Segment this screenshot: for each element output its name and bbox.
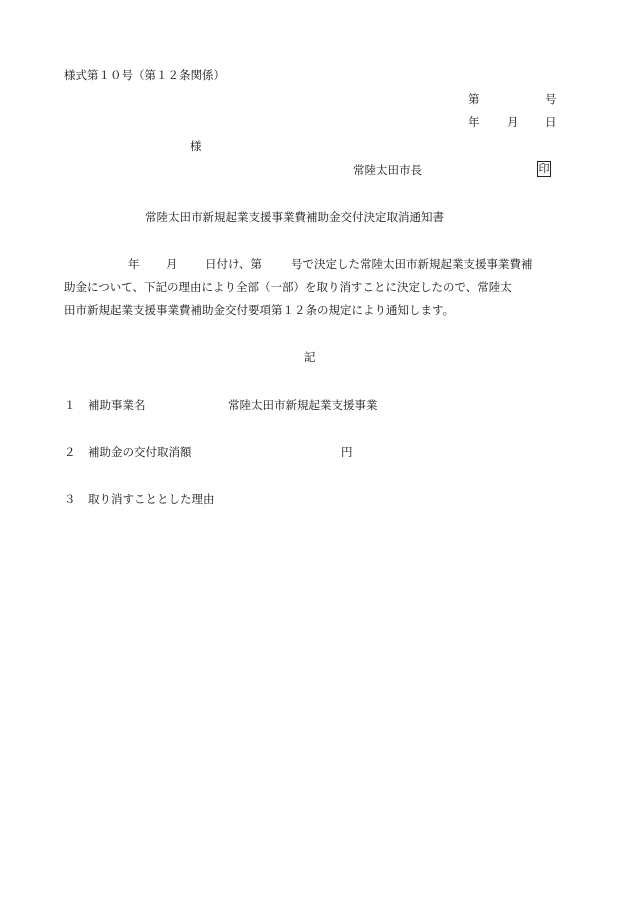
date-year: 年 [468,115,480,129]
document-title: 常陸太田市新規起業支援事業費補助金交付決定取消通知書 [145,210,444,224]
body-year: 年 [128,257,140,271]
body-month: 月 [166,257,178,271]
issuer-name: 常陸太田市長 [353,163,422,177]
item-number-1: １ [64,398,76,412]
item-value-1: 常陸太田市新規起業支援事業 [228,398,378,412]
body-line3: 田市新規起業支援事業費補助金交付要項第１２条の規定により通知します。 [64,303,455,317]
seal-box: 印 [538,162,550,175]
body-date-rest: 日付け、第 [205,257,263,271]
ki-heading: 記 [304,350,316,364]
seal-mark [537,161,551,177]
body-line2: 助金について、下記の理由により全部（一部）を取り消すことに決定したので、常陸太 [64,280,512,294]
item-number-2: ２ [64,445,76,459]
doc-number-dai: 第 [468,92,480,106]
body-line1-tail: 号で決定した常陸太田市新規起業支援事業費補 [291,257,533,271]
date-month: 月 [507,115,519,129]
item-number-3: ３ [64,492,76,506]
doc-number-go: 号 [545,92,557,106]
addressee-sama: 様 [190,139,202,153]
item-value-2: 円 [341,445,353,459]
form-label: 様式第１０号（第１２条関係） [64,68,225,82]
item-label-3: 取り消すこととした理由 [88,492,215,506]
item-label-2: 補助金の交付取消額 [88,445,192,459]
date-day: 日 [545,115,557,129]
item-label-1: 補助事業名 [88,398,146,412]
